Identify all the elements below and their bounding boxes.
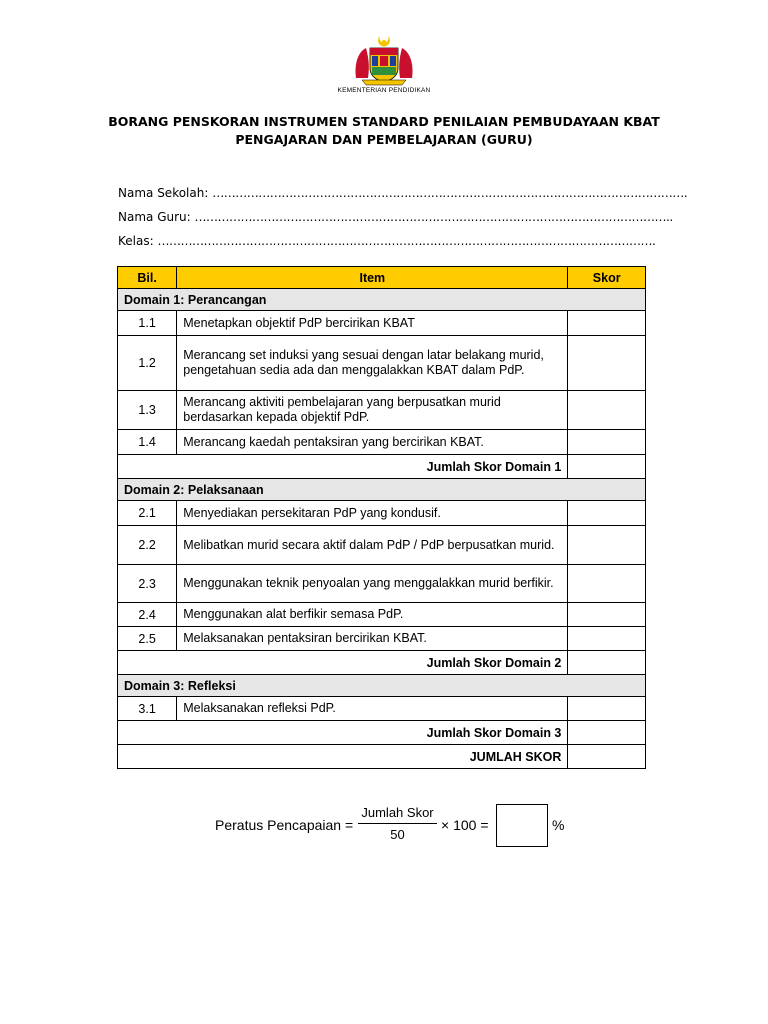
domain-1-title: Domain 1: Perancangan [118, 289, 646, 311]
score-cell[interactable] [568, 697, 646, 721]
subtotal-row [118, 721, 646, 745]
domain-row [118, 675, 646, 697]
percentage-result-box[interactable] [496, 804, 548, 847]
item-text: Menetapkan objektif PdP bercirikan KBAT [177, 311, 568, 336]
score-cell[interactable] [568, 651, 646, 675]
domain-row [118, 289, 646, 311]
score-table [117, 266, 646, 769]
item-text: Menggunakan teknik penyoalan yang menggalakkan murid berfikir. [177, 565, 568, 603]
table-row [118, 501, 646, 526]
grand-total-score-cell[interactable] [568, 745, 646, 769]
class-blank[interactable]: …………………………………………………………………………………………………………………. [157, 234, 656, 248]
item-text: Menggunakan alat berfikir semasa PdP. [177, 603, 568, 627]
table-row [118, 336, 646, 391]
domain-3-total-label: Jumlah Skor Domain 3 [118, 721, 568, 745]
score-cell[interactable] [568, 603, 646, 627]
header-skor: Skor [568, 267, 646, 289]
item-number: 2.1 [118, 501, 177, 526]
domain-row [118, 479, 646, 501]
domain-2-title: Domain 2: Pelaksanaan [118, 479, 646, 501]
score-cell[interactable] [568, 391, 646, 430]
grand-total-label: JUMLAH SKOR [118, 745, 568, 769]
item-text: Melaksanakan pentaksiran bercirikan KBAT. [177, 627, 568, 651]
table-row [118, 697, 646, 721]
title-line-1: BORANG PENSKORAN INSTRUMEN STANDARD PENILAIAN PEMBUDAYAAN KBAT [108, 114, 660, 129]
item-number: 2.2 [118, 526, 177, 565]
item-number: 1.4 [118, 430, 177, 455]
percent-sign: % [552, 817, 565, 833]
item-number: 1.1 [118, 311, 177, 336]
item-number: 1.3 [118, 391, 177, 430]
item-number: 3.1 [118, 697, 177, 721]
grand-total-row [118, 745, 646, 769]
item-text: Menyediakan persekitaran PdP yang kondusif. [177, 501, 568, 526]
teacher-name-label: Nama Guru: [118, 210, 191, 224]
ministry-name: KEMENTERIAN PENDIDIKAN [337, 87, 431, 94]
formula-label: Peratus Pencapaian = [215, 817, 354, 833]
domain-3-title: Domain 3: Refleksi [118, 675, 646, 697]
score-cell[interactable] [568, 336, 646, 391]
school-name-label: Nama Sekolah: [118, 186, 209, 200]
coat-of-arms-logo [352, 34, 416, 86]
item-text: Melaksanakan refleksi PdP. [177, 697, 568, 721]
item-text: Merancang set induksi yang sesuai dengan latar belakang murid, pengetahuan sedia ada dan menggalakkan KBAT dalam PdP. [177, 336, 568, 391]
item-text: Merancang aktiviti pembelajaran yang berpusatkan murid berdasarkan kepada objektif PdP. [177, 391, 568, 430]
formula-numerator: Jumlah Skor [361, 805, 434, 820]
score-cell[interactable] [568, 627, 646, 651]
fraction-line [358, 823, 437, 824]
item-number: 1.2 [118, 336, 177, 391]
table-header-row [118, 267, 646, 289]
formula-multiplier: × 100 = [441, 817, 489, 833]
table-row [118, 430, 646, 455]
school-name-field[interactable] [118, 186, 687, 200]
score-cell[interactable] [568, 311, 646, 336]
table-row [118, 526, 646, 565]
title-line-2: PENGAJARAN DAN PEMBELAJARAN (GURU) [235, 132, 533, 147]
formula-denominator: 50 [390, 827, 405, 842]
domain-2-total-label: Jumlah Skor Domain 2 [118, 651, 568, 675]
table-row [118, 565, 646, 603]
table-row [118, 603, 646, 627]
form-title [0, 113, 768, 149]
school-name-blank[interactable]: ……………………………………………………………………………………………………………. [212, 186, 688, 200]
item-number: 2.3 [118, 565, 177, 603]
item-number: 2.5 [118, 627, 177, 651]
score-cell[interactable] [568, 455, 646, 479]
teacher-name-blank[interactable]: …………………………………………………………………………………………………………….. [194, 210, 673, 224]
table-row [118, 311, 646, 336]
score-cell[interactable] [568, 430, 646, 455]
score-cell[interactable] [568, 721, 646, 745]
class-label: Kelas: [118, 234, 154, 248]
class-field[interactable] [118, 234, 655, 248]
domain-1-total-label: Jumlah Skor Domain 1 [118, 455, 568, 479]
score-cell[interactable] [568, 565, 646, 603]
item-text: Melibatkan murid secara aktif dalam PdP / PdP berpusatkan murid. [177, 526, 568, 565]
header-item: Item [177, 267, 568, 289]
subtotal-row [118, 651, 646, 675]
item-number: 2.4 [118, 603, 177, 627]
subtotal-row [118, 455, 646, 479]
header-bil: Bil. [118, 267, 177, 289]
teacher-name-field[interactable] [118, 210, 673, 224]
score-cell[interactable] [568, 526, 646, 565]
table-row [118, 391, 646, 430]
table-row [118, 627, 646, 651]
score-cell[interactable] [568, 501, 646, 526]
item-text: Merancang kaedah pentaksiran yang bercirikan KBAT. [177, 430, 568, 455]
